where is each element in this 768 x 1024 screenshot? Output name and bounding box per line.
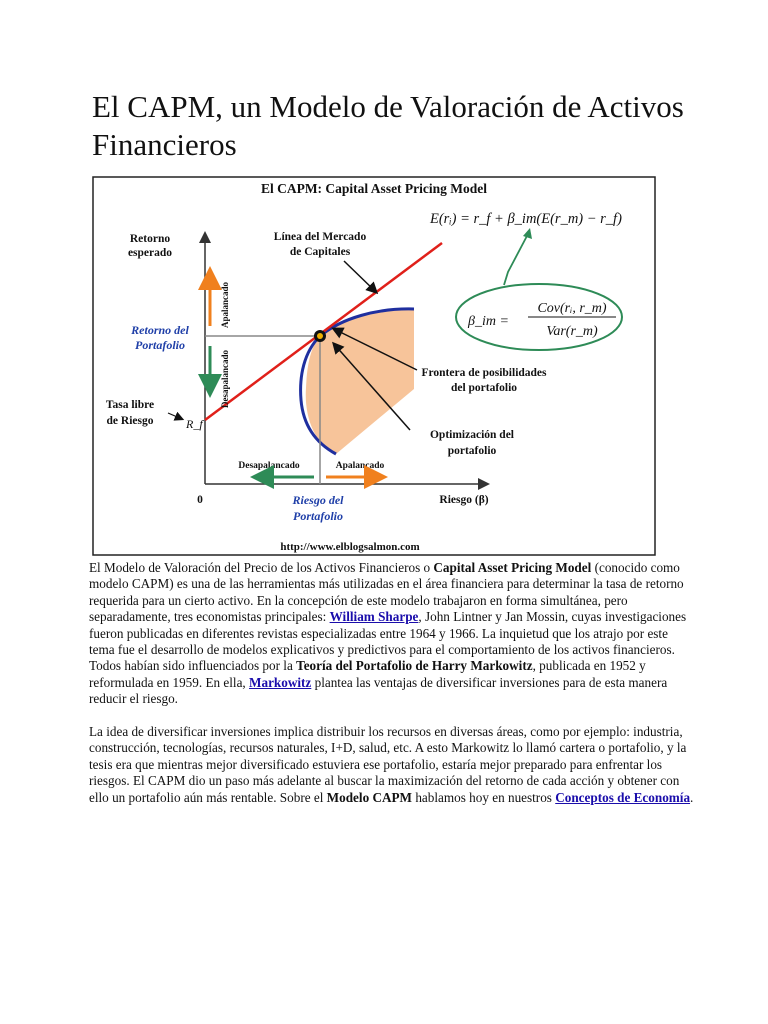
p1-text-1: El Modelo de Valoración del Precio de los Activos Financieros o — [89, 560, 434, 575]
p2-bold-modelo-capm: Modelo CAPM — [326, 789, 413, 805]
link-conceptos-economia[interactable]: Conceptos de Economía — [555, 789, 691, 805]
portfolio-risk-label-1: Riesgo del — [292, 493, 344, 507]
optimization-label-2: portafolio — [447, 445, 497, 457]
paragraph-1 — [89, 560, 695, 708]
capm-formula: E(rᵢ) = r_f + β_im(E(r_m) − r_f) — [430, 211, 622, 227]
risk-free-label-2: de Riesgo — [106, 415, 154, 427]
capm-diagram — [92, 176, 656, 556]
rf-symbol: R_f — [186, 417, 203, 431]
p1-text-3: , John Lintner y Jan Mossin, cuyas investigaciones fueron publicadas en diferentes revistas especializadas entre 1964 y 1966. La inquietud que los atrajo por este tema fue el desarrollo de modelos explicativos y predictivos para el comportamiento de los activos financieros. Todos habían sido influenciados por la — [89, 609, 687, 674]
portfolio-risk-label-2: Portafolio — [293, 509, 343, 523]
p1-bold-markowitz-theory: Teoría del Portafolio de Harry Markowitz — [296, 658, 533, 674]
frontier-label-2: del portafolio — [450, 382, 518, 394]
beta-numerator: Cov(rᵢ, r_m) — [537, 301, 607, 316]
apalancado-vertical-label: Apalancado — [220, 281, 230, 328]
cml-label-1: Línea del Mercado — [273, 231, 367, 243]
beta-denominator: Var(r_m) — [546, 324, 598, 339]
y-axis-label-1: Retorno — [129, 233, 171, 245]
p1-text-2: (conocido como modelo CAPM) es una de las herramientas más utilizadas en el área financiera para determinar la tasa de retorno requerida para un cierto activo. En la concepción de este modelo trabajaron en forma simultánea, pero separadamente, tres economistas principales: — [89, 560, 684, 625]
p2-text-2: hablamos hoy en nuestros — [412, 789, 556, 805]
apalancado-horizontal-label: Apalancado — [335, 461, 385, 471]
p1-bold-capm: Capital Asset Pricing Model — [433, 560, 592, 575]
portfolio-return-label-1: Retorno del — [131, 323, 189, 337]
p1-text-4: , publicada en 1952 y reformulada en 1959. En ella, — [89, 658, 646, 690]
p2-text-1: La idea de diversificar inversiones implica distribuir los recursos en diversas áreas, como por ejemplo: industria, construcción, tecnologías, recursos naturales, I+D, salud, etc. A esto Markowitz lo llamó cartera o portafolio, y la tesis era que mientras mejor diversificado estuviera ese portafolio, estaría mejor preparado para enfrentar los riesgos. El CAPM dio un paso más adelante al buscar la maximización del retorno de cada acción y obtener con ello un portafolio aún más rentable. Sobre el — [89, 724, 687, 805]
desapalancado-vertical-label: Desapalancado — [220, 349, 230, 408]
desapalancado-horizontal-label: Desapalancado — [238, 461, 300, 471]
y-axis-label-2: esperado — [127, 247, 173, 259]
link-william-sharpe[interactable]: William Sharpe — [329, 609, 419, 625]
figure-source-url: http://www.elblogsalmon.com — [280, 541, 420, 553]
link-markowitz[interactable]: Markowitz — [249, 674, 312, 690]
risk-free-label-1: Tasa libre — [105, 399, 155, 411]
portfolio-return-label-2: Portafolio — [135, 338, 185, 352]
optimization-label-1: Optimización del — [429, 429, 515, 441]
frontier-label-1: Frontera de posibilidades — [421, 367, 547, 379]
article-body — [89, 560, 695, 822]
x-axis-label: Riesgo (β) — [439, 494, 489, 506]
p1-text-5: plantea las ventajas de diversificar inversiones para de esta manera reducir el riesgo. — [89, 674, 668, 707]
paragraph-2 — [89, 724, 695, 806]
origin-label: 0 — [197, 494, 203, 506]
beta-lhs: β_im = — [468, 314, 509, 329]
figure-header: El CAPM: Capital Asset Pricing Model — [260, 181, 488, 196]
p2-text-3: . — [690, 789, 694, 805]
page-title: El CAPM, un Modelo de Valoración de Activos Financieros — [92, 89, 684, 162]
cml-label-2: de Capitales — [289, 246, 351, 258]
